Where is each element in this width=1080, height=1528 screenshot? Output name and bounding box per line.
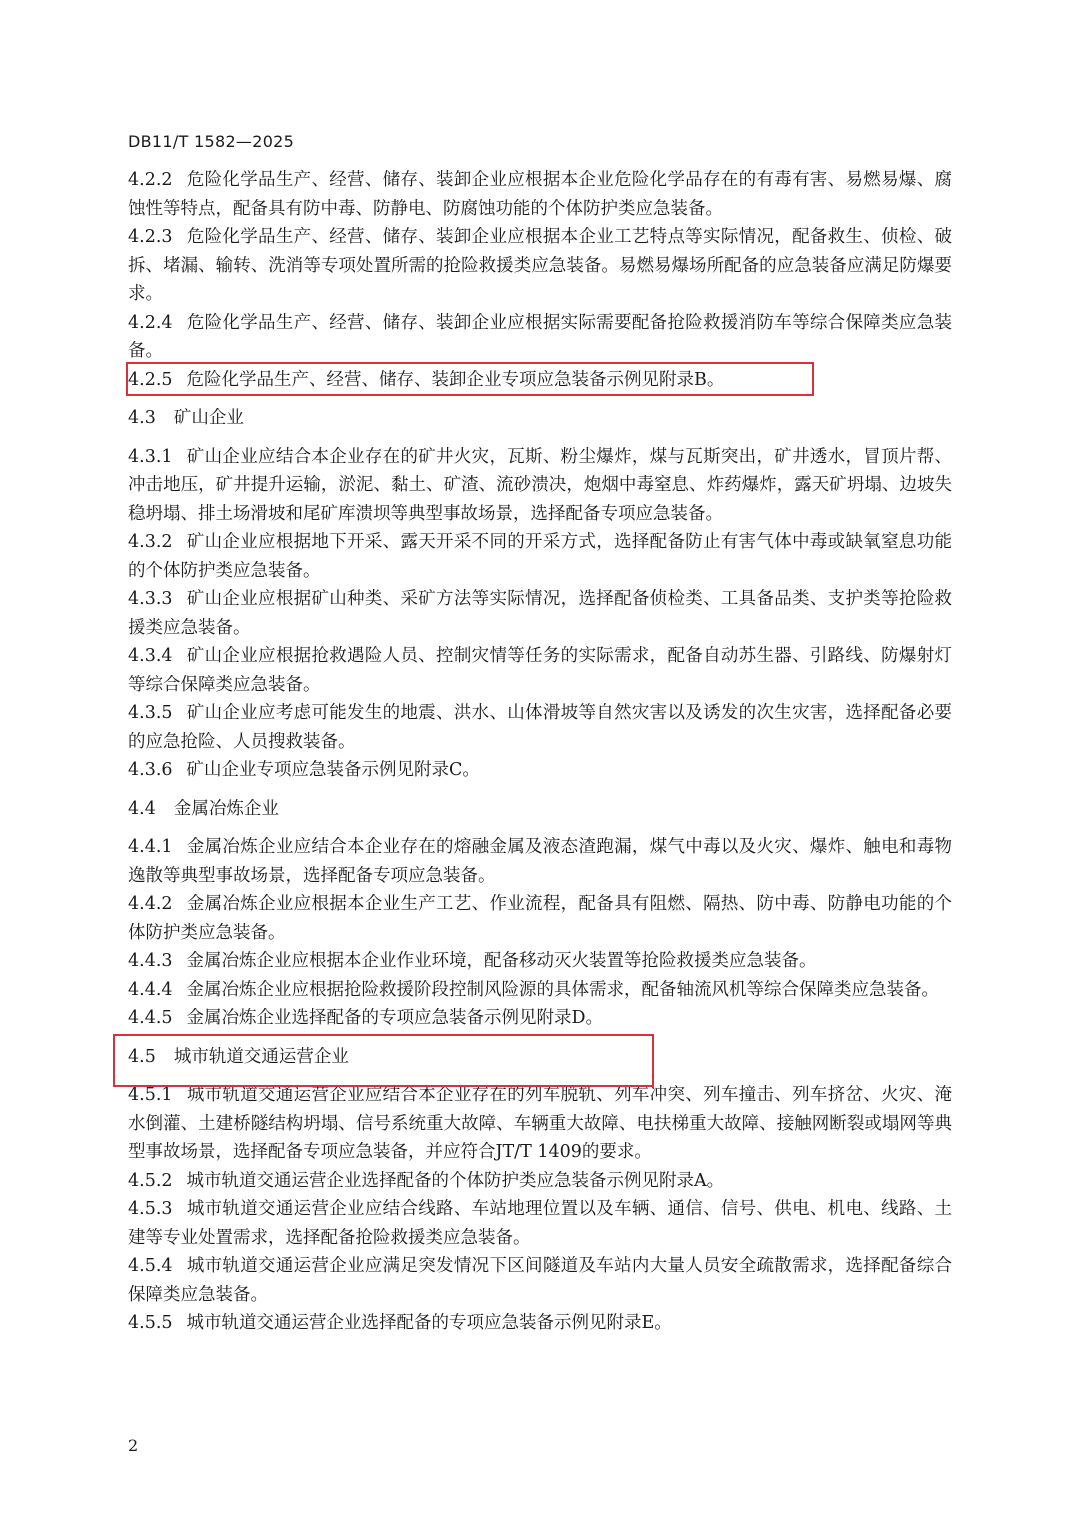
clause-number: 4.3.3	[128, 589, 173, 609]
clause-text: 金属冶炼企业应根据本企业生产工艺、作业流程，配备具有阻燃、隔热、防中毒、防静电功能的个体防护类应急装备。	[128, 894, 952, 943]
clause-number: 4.3.6	[128, 760, 173, 780]
clause-paragraph	[128, 366, 952, 395]
clause-number: 4.4.1	[128, 837, 173, 857]
clause-number: 4.2.3	[128, 227, 173, 247]
clause-text: 危险化学品生产、经营、储存、装卸企业专项应急装备示例见附录B。	[186, 369, 725, 390]
clause-text: 危险化学品生产、经营、储存、装卸企业应根据本企业工艺特点等实际情况，配备救生、侦检、破拆、堵漏、输转、洗消等专项处置所需的抢险救援类应急装备。易燃易爆场所配备的应急装备应满足防爆要求。	[128, 227, 952, 304]
clause-paragraph	[128, 1252, 952, 1309]
clause-paragraph	[128, 585, 952, 642]
clause-text: 金属冶炼企业应结合本企业存在的熔融金属及液态渣跑漏，煤气中毒以及火灾、爆炸、触电和毒物逸散等典型事故场景，选择配备专项应急装备。	[128, 837, 952, 886]
clause-paragraph	[128, 1081, 952, 1167]
clause-number: 4.3.1	[128, 446, 173, 467]
clause-number: 4.5.4	[128, 1256, 173, 1276]
clause-text: 金属冶炼企业选择配备的专项应急装备示例见附录D。	[186, 1008, 604, 1028]
clause-text: 城市轨道交通运营企业选择配备的专项应急装备示例见附录E。	[186, 1313, 672, 1333]
clause-text: 矿山企业专项应急装备示例见附录C。	[186, 760, 480, 780]
clause-text: 城市轨道交通运营企业选择配备的个体防护类应急装备示例见附录A。	[186, 1170, 725, 1191]
clause-text: 矿山企业应根据抢救遇险人员、控制灾情等任务的实际需求，配备自动苏生器、引路线、防爆射灯等综合保障类应急装备。	[128, 646, 952, 695]
clause-number: 4.2.2	[128, 170, 173, 190]
clause-paragraph	[128, 1004, 952, 1033]
clause-number: 4.3.5	[128, 703, 173, 723]
document-body	[128, 166, 952, 1338]
clause-text: 矿山企业应考虑可能发生的地震、洪水、山体滑坡等自然灾害以及诱发的次生灾害，选择配备必要的应急抢险、人员搜救装备。	[128, 703, 952, 752]
document-code: DB11/T 1582—2025	[128, 132, 295, 151]
clause-paragraph	[128, 642, 952, 699]
clause-text: 金属冶炼企业应根据抢险救援阶段控制风险源的具体需求，配备轴流风机等综合保障类应急装备。	[186, 979, 940, 1000]
clause-paragraph	[128, 890, 952, 947]
clause-number: 4.5.2	[128, 1170, 173, 1191]
section-heading	[128, 1043, 952, 1072]
clause-paragraph	[128, 947, 952, 976]
clause-paragraph	[128, 528, 952, 585]
clause-paragraph	[128, 443, 952, 529]
section-heading	[128, 404, 952, 433]
section-title: 金属冶炼企业	[173, 798, 279, 819]
clause-number: 4.4.5	[128, 1008, 173, 1028]
section-number: 4.3	[128, 408, 156, 428]
clause-number: 4.3.2	[128, 532, 173, 552]
clause-paragraph	[128, 166, 952, 223]
clause-text: 金属冶炼企业应根据本企业作业环境，配备移动灭火装置等抢险救援类应急装备。	[186, 951, 817, 971]
section-number: 4.5	[128, 1046, 156, 1067]
clause-text: 城市轨道交通运营企业应满足突发情况下区间隧道及车站内大量人员安全疏散需求，选择配备综合保障类应急装备。	[128, 1256, 952, 1305]
clause-number: 4.5.1	[128, 1085, 173, 1105]
clause-number: 4.4.4	[128, 979, 173, 1000]
clause-paragraph	[128, 1167, 952, 1196]
section-number: 4.4	[128, 798, 156, 819]
clause-text: 矿山企业应根据地下开采、露天开采不同的开采方式，选择配备防止有害气体中毒或缺氧窒息功能的个体防护类应急装备。	[128, 532, 952, 581]
clause-number: 4.2.5	[128, 369, 173, 390]
clause-paragraph	[128, 309, 952, 366]
clause-text: 城市轨道交通运营企业应结合本企业存在的列车脱轨、列车冲突、列车撞击、列车挤岔、火灾、淹水倒灌、土建桥隧结构坍塌、信号系统重大故障、车辆重大故障、电扶梯重大故障、接触网断裂或塌网等典型事故场景，选择配备专项应急装备，并应符合JT/T 1409的要求。	[128, 1085, 952, 1162]
clause-text: 危险化学品生产、经营、储存、装卸企业应根据实际需要配备抢险救援消防车等综合保障类应急装备。	[128, 312, 952, 361]
clause-number: 4.2.4	[128, 312, 173, 333]
clause-number: 4.4.2	[128, 894, 173, 914]
clause-paragraph	[128, 833, 952, 890]
clause-text: 矿山企业应根据矿山种类、采矿方法等实际情况，选择配备侦检类、工具备品类、支护类等抢险救援类应急装备。	[128, 589, 952, 638]
clause-number: 4.4.3	[128, 951, 173, 971]
clause-text: 城市轨道交通运营企业应结合线路、车站地理位置以及车辆、通信、信号、供电、机电、线路、土建等专业处置需求，选择配备抢险救援类应急装备。	[128, 1199, 952, 1248]
clause-paragraph	[128, 223, 952, 309]
clause-paragraph	[128, 1309, 952, 1338]
clause-number: 4.5.5	[128, 1313, 173, 1333]
page-number: 2	[128, 1436, 139, 1455]
section-heading	[128, 795, 952, 824]
clause-paragraph	[128, 699, 952, 756]
clause-number: 4.3.4	[128, 646, 173, 666]
clause-paragraph	[128, 756, 952, 785]
clause-paragraph	[128, 976, 952, 1005]
section-title: 矿山企业	[173, 408, 244, 428]
clause-text: 危险化学品生产、经营、储存、装卸企业应根据本企业危险化学品存在的有毒有害、易燃易爆、腐蚀性等特点，配备具有防中毒、防静电、防腐蚀功能的个体防护类应急装备。	[128, 170, 952, 219]
section-title: 城市轨道交通运营企业	[173, 1046, 349, 1067]
clause-number: 4.5.3	[128, 1199, 173, 1219]
clause-paragraph	[128, 1195, 952, 1252]
clause-text: 矿山企业应结合本企业存在的矿井火灾，瓦斯、粉尘爆炸，煤与瓦斯突出，矿井透水，冒顶片帮、冲击地压，矿井提升运输，淤泥、黏土、矿渣、流砂溃决，炮烟中毒窒息、炸药爆炸，露天矿坍塌、边坡失稳坍塌、排土场滑坡和尾矿库溃坝等典型事故场景，选择配备专项应急装备。	[128, 446, 952, 524]
